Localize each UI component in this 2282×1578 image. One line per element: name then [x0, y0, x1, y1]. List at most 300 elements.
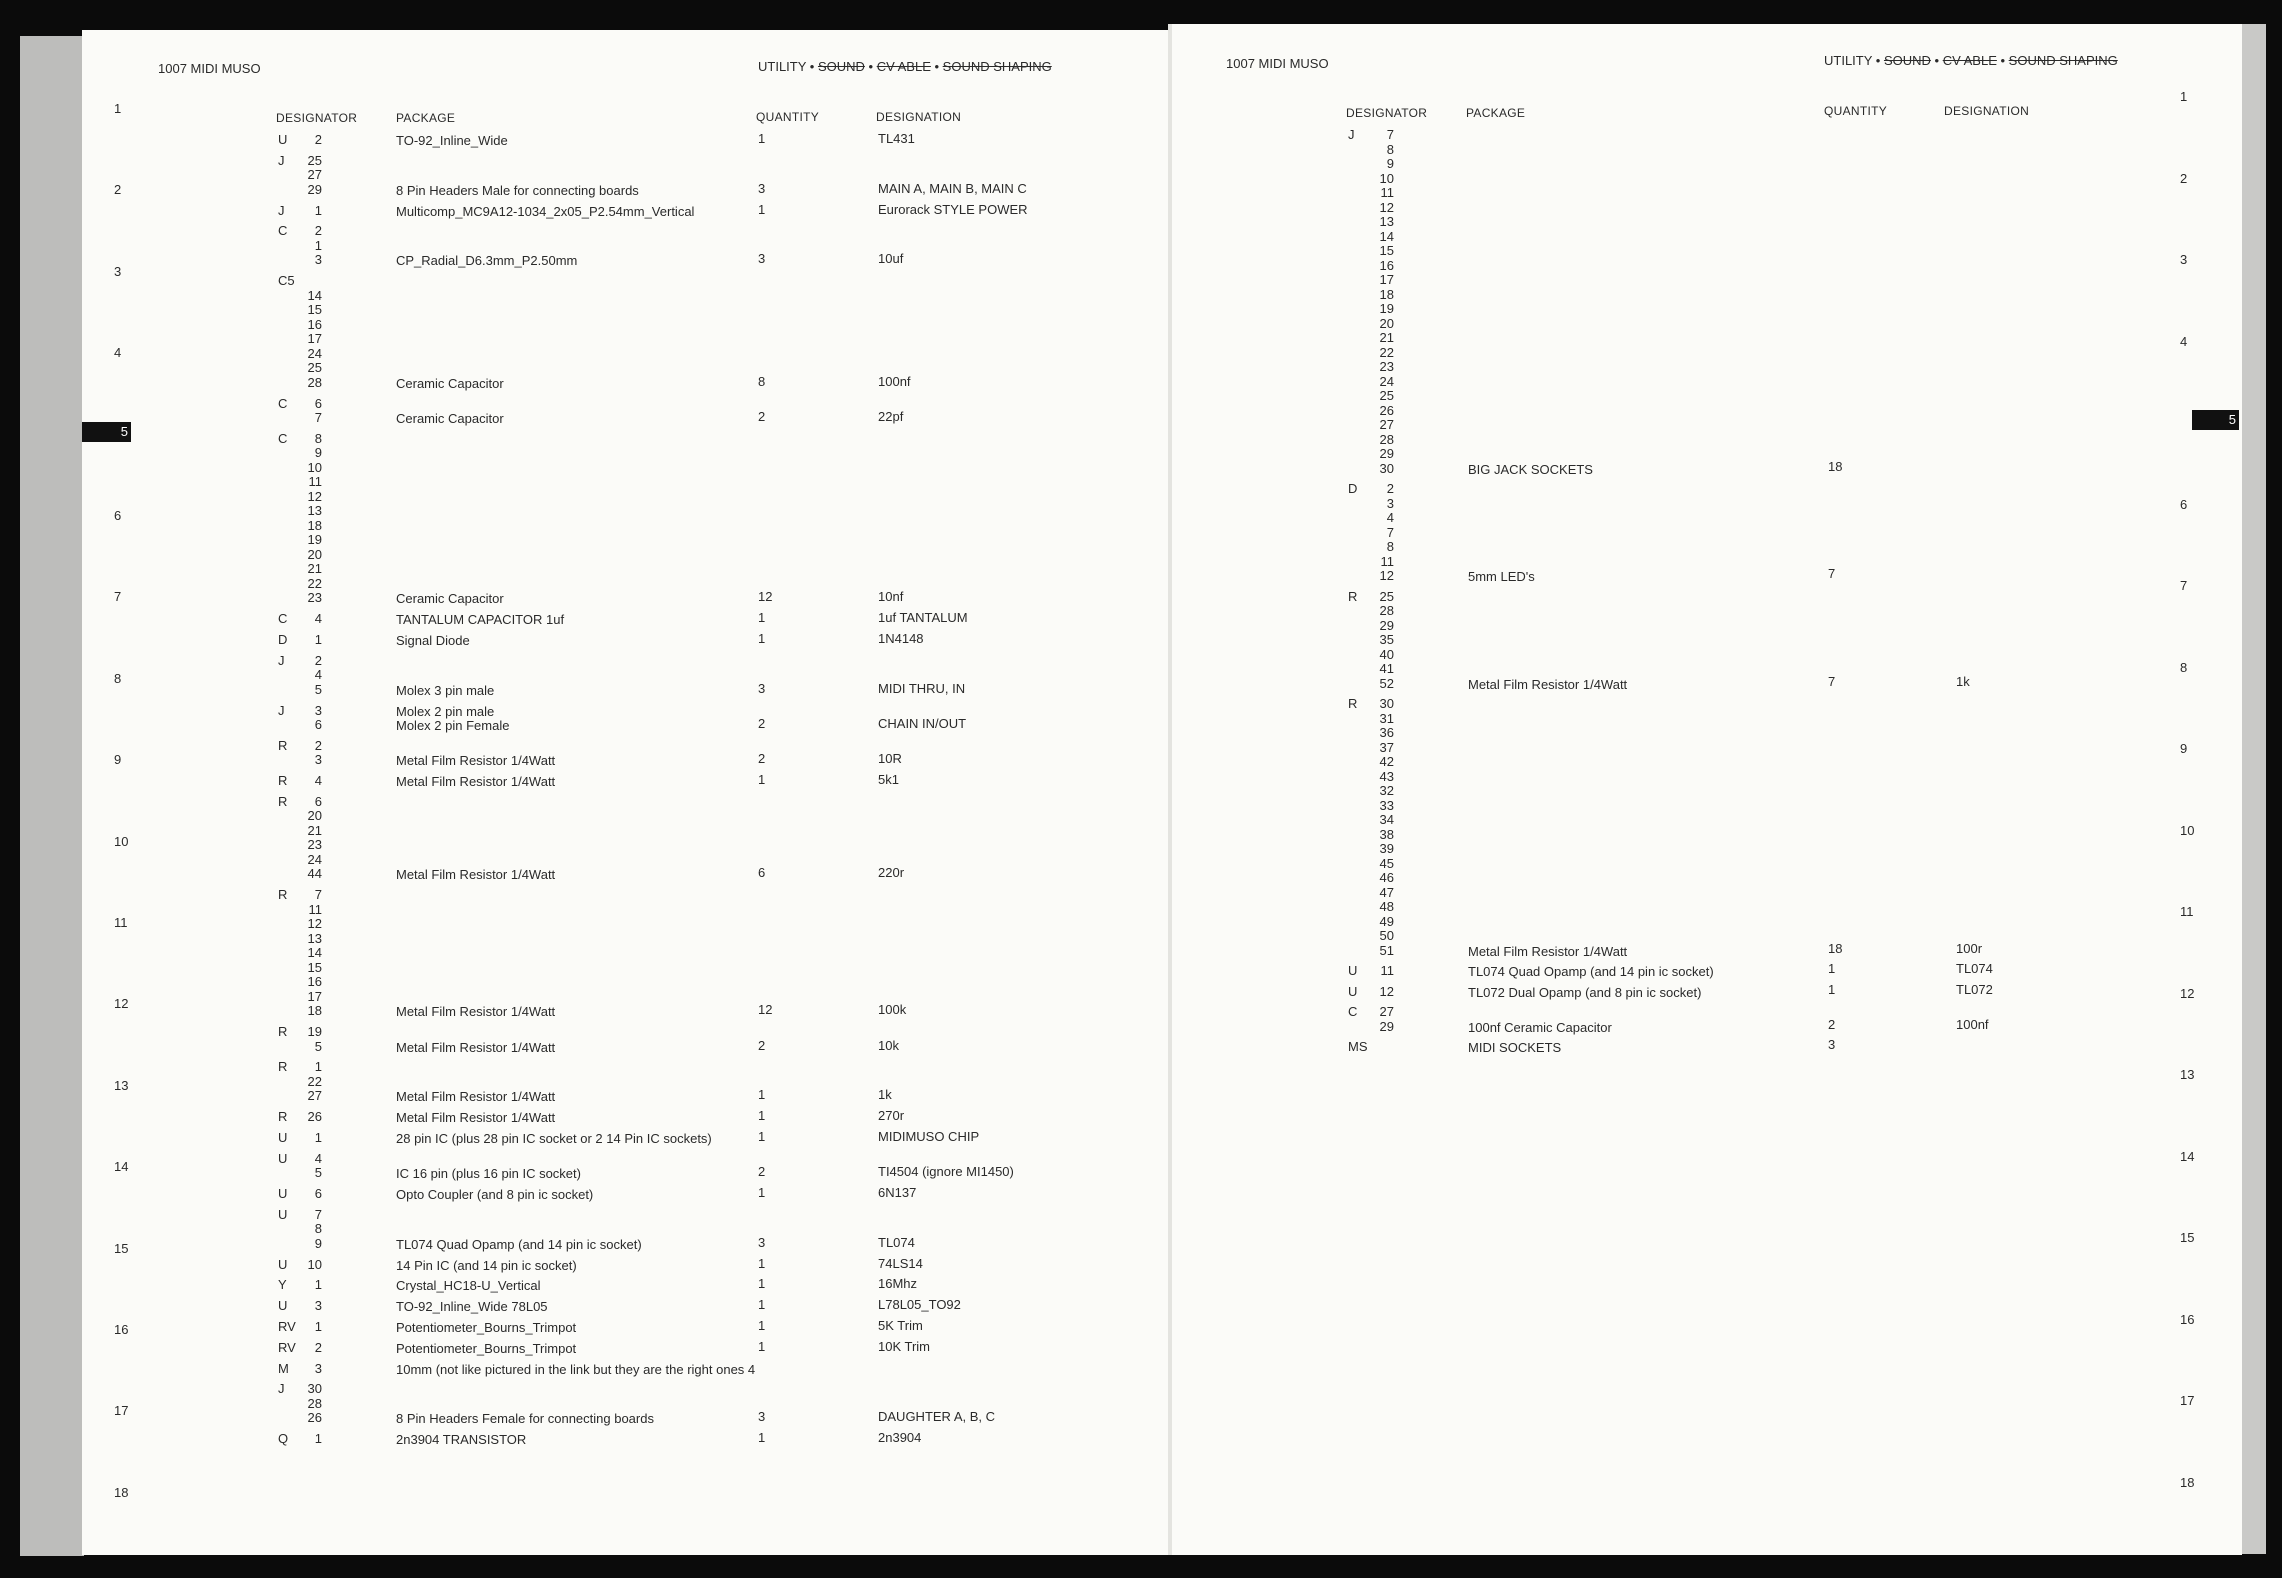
designator-letter: J	[278, 652, 285, 668]
quantity-cell: 1	[758, 1255, 766, 1271]
designator-letter: R	[278, 1109, 288, 1125]
quantity-cell: 1	[758, 1297, 766, 1313]
designator-number: 1	[314, 1431, 322, 1447]
designator-number: 11	[308, 474, 322, 490]
designator-number: 12	[1379, 568, 1394, 583]
designator-number: 7	[314, 1206, 322, 1222]
designation-cell: 1N4148	[878, 630, 924, 646]
margin-number: 4	[2180, 333, 2188, 349]
package-cell: 14 Pin IC (and 14 pin ic socket)	[396, 1257, 577, 1273]
quantity-cell: 1	[758, 1430, 766, 1446]
designator-number: 18	[307, 517, 322, 533]
designator-number: 31	[1379, 710, 1394, 726]
designator-number: 23	[307, 837, 322, 853]
designator-number: 12	[1379, 983, 1394, 999]
designator-number: 7	[314, 887, 322, 903]
designator-number: 39	[1379, 841, 1394, 856]
designation-cell: 2n3904	[878, 1430, 922, 1446]
designator-number: 46	[1379, 870, 1394, 885]
designator-number: 51	[1379, 942, 1394, 958]
package-cell: BIG JACK SOCKETS	[1468, 461, 1593, 477]
designator-letter: R	[278, 887, 288, 903]
col-quantity: QUANTITY	[1824, 104, 1888, 118]
designator-letter: U	[278, 1129, 288, 1145]
designation-cell: 270r	[878, 1108, 905, 1124]
quantity-cell: 2	[758, 1164, 766, 1180]
designator-number: 2	[1386, 481, 1394, 496]
designator-number: 36	[1379, 725, 1394, 740]
page-title: 1007 MIDI MUSO	[1226, 56, 1329, 71]
designator-number: 26	[1379, 402, 1394, 418]
category-separator: •	[930, 59, 943, 74]
designator-number: 28	[1379, 431, 1394, 447]
designator-number: 15	[1379, 243, 1394, 258]
designator-number: 30	[1379, 696, 1394, 711]
designator-letter: R	[278, 1059, 288, 1075]
category-separator: •	[1930, 53, 1943, 68]
designator-number: 15	[307, 302, 322, 318]
designator-number: 4	[314, 773, 322, 789]
package-cell: Ceramic Capacitor	[396, 591, 504, 607]
designation-cell: 22pf	[878, 409, 904, 424]
quantity-cell: 1	[758, 1318, 766, 1333]
designator-number: 20	[1379, 315, 1394, 331]
designator-number: 12	[307, 488, 322, 504]
designation-cell: 10R	[878, 751, 902, 767]
package-cell: Metal Film Resistor 1/4Watt	[396, 1039, 556, 1055]
designator-number: 34	[1379, 812, 1394, 827]
quantity-cell: 3	[758, 180, 766, 196]
designator-number: 25	[1379, 388, 1394, 403]
designator-number: 38	[1379, 826, 1394, 842]
designator-number: 4	[314, 667, 322, 683]
designator-number: 2	[314, 223, 322, 239]
designation-cell: 10k	[878, 1037, 899, 1053]
designator-letter: C	[1348, 1004, 1358, 1019]
designator-number: 14	[307, 945, 322, 961]
designator-number: 25	[307, 360, 322, 376]
designation-cell: L78L05_TO92	[878, 1297, 961, 1313]
designator-number: 27	[307, 167, 322, 183]
margin-number: 13	[114, 1077, 129, 1093]
designator-number: 28	[307, 1395, 322, 1411]
designator-number: 21	[307, 822, 322, 838]
designator-letter: J	[278, 152, 285, 168]
quantity-cell: 1	[758, 610, 766, 626]
designation-cell: 220r	[878, 865, 905, 881]
designator-number: 8	[314, 430, 322, 446]
category-line	[758, 60, 1052, 74]
designator-letter: R	[278, 1024, 288, 1039]
quantity-cell: 1	[758, 201, 766, 217]
designator-letter: C	[278, 223, 288, 239]
designation-cell: 1k	[1956, 673, 1970, 689]
designator-number: 3	[314, 702, 322, 718]
designator-number: 17	[307, 988, 322, 1004]
margin-number: 2	[114, 182, 122, 198]
designator-number: 3	[314, 752, 322, 768]
designator-number: 19	[1379, 301, 1394, 316]
designator-number: 2	[314, 737, 322, 753]
designator-number: 10	[1379, 170, 1394, 186]
designator-letter: C	[278, 395, 288, 411]
designator-number: 29	[1379, 617, 1394, 633]
designator-number: 1	[314, 237, 322, 253]
margin-number-active: 5	[2192, 410, 2239, 430]
quantity-cell: 3	[758, 1409, 766, 1425]
col-package: PACKAGE	[396, 111, 456, 125]
quantity-cell: 18	[1828, 458, 1843, 474]
designation-cell: 100k	[878, 1002, 907, 1018]
designator-number: 30	[307, 1381, 322, 1397]
designator-number: 29	[307, 181, 322, 197]
col-designator: DESIGNATOR	[276, 111, 358, 125]
designation-cell: CHAIN IN/OUT	[878, 716, 967, 731]
designator-number: 11	[308, 901, 322, 917]
quantity-cell: 1	[758, 1276, 766, 1292]
designator-number: 21	[307, 561, 322, 577]
designator-number: 49	[1379, 913, 1394, 929]
designator-number: 50	[1379, 928, 1394, 943]
designator-number: 28	[307, 374, 322, 390]
designator-number: 12	[1379, 199, 1394, 215]
designator-letter: C	[278, 430, 288, 446]
category-separator: •	[1872, 53, 1884, 68]
designator-letter: U	[278, 1186, 288, 1201]
designator-number: 26	[307, 1109, 322, 1125]
package-cell: Crystal_HC18-U_Vertical	[396, 1278, 541, 1294]
designator-number: 16	[307, 316, 322, 332]
designator-number: 37	[1379, 739, 1394, 755]
designator-number: 19	[307, 532, 322, 548]
package-cell: TL074 Quad Opamp (and 14 pin ic socket)	[1468, 964, 1714, 979]
margin-number: 14	[2180, 1148, 2195, 1164]
designator-number: 44	[307, 866, 322, 882]
designator-number: 5	[314, 1038, 322, 1054]
designation-cell: 100nf	[1956, 1016, 1989, 1032]
quantity-cell: 7	[1828, 673, 1836, 689]
designator-number: 35	[1379, 632, 1394, 647]
designator-number: 22	[1379, 344, 1394, 360]
margin-number: 6	[2180, 496, 2188, 512]
designator-number: 9	[1386, 156, 1394, 171]
designator-number: 23	[1379, 359, 1394, 374]
designator-number: 24	[1379, 373, 1394, 389]
margin-number-active: 5	[82, 422, 131, 442]
designator-number: 20	[307, 546, 322, 562]
category-separator: •	[1996, 53, 2009, 68]
designator-number: 2	[314, 1339, 322, 1355]
package-cell: Metal Film Resistor 1/4Watt	[396, 1004, 556, 1020]
designator-number: 7	[1386, 127, 1394, 142]
package-cell: Potentiometer_Bourns_Trimpot	[396, 1320, 577, 1335]
designator-number: 11	[1380, 185, 1394, 200]
package-cell: IC 16 pin (plus 16 pin IC socket)	[396, 1166, 581, 1182]
designator-letter: J	[278, 202, 285, 218]
package-cell: 8 Pin Headers Female for connecting boards	[396, 1411, 654, 1427]
package-cell: TO-92_Inline_Wide 78L05	[396, 1299, 548, 1315]
package-cell: Signal Diode	[396, 632, 470, 648]
margin-number: 14	[114, 1159, 129, 1175]
category-label: UTILITY	[758, 59, 807, 74]
package-cell: Metal Film Resistor 1/4Watt	[1468, 676, 1628, 692]
designator-number: 26	[307, 1410, 322, 1426]
quantity-cell: 1	[1828, 981, 1836, 997]
designator-letter: D	[278, 631, 288, 647]
category-label: SOUND	[1883, 53, 1931, 68]
designator-letter: C5	[278, 273, 295, 289]
designator-number: 1	[314, 202, 322, 218]
quantity-cell: 7	[1828, 566, 1836, 581]
category-separator: •	[864, 59, 877, 74]
designator-number: 24	[307, 345, 322, 361]
designation-cell: 100r	[1956, 940, 1983, 956]
designator-letter: R	[1348, 696, 1358, 711]
designator-number: 16	[307, 974, 322, 990]
package-cell: Ceramic Capacitor	[396, 411, 504, 426]
margin-number: 15	[114, 1240, 129, 1256]
designator-number: 20	[307, 808, 322, 824]
designator-letter: D	[1348, 481, 1358, 496]
designator-number: 33	[1379, 797, 1394, 813]
quantity-cell: 6	[758, 865, 766, 881]
designation-cell: 10K Trim	[878, 1338, 931, 1354]
designator-number: 47	[1379, 884, 1394, 900]
designator-number: 2	[314, 132, 322, 147]
designation-cell: 1uf TANTALUM	[878, 610, 968, 626]
designator-number: 29	[1379, 1018, 1394, 1034]
designator-number: 41	[1379, 661, 1394, 676]
quantity-cell: 1	[758, 1338, 766, 1354]
designator-number: 43	[1379, 768, 1394, 784]
category-separator: •	[806, 59, 818, 74]
package-cell: 2n3904 TRANSISTOR	[396, 1432, 527, 1448]
margin-number: 11	[2180, 904, 2194, 919]
designation-cell: TL072	[1956, 981, 1993, 997]
package-cell: 100nf Ceramic Capacitor	[1468, 1019, 1612, 1035]
designator-number: 1	[314, 1129, 322, 1145]
quantity-cell: 1	[758, 1108, 766, 1124]
designator-number: 2	[314, 652, 322, 668]
designation-cell: TL074	[1956, 961, 1993, 976]
package-cell: TANTALUM CAPACITOR 1uf	[396, 612, 565, 628]
designator-number: 14	[307, 287, 322, 303]
designator-number: 10	[307, 1256, 322, 1272]
designator-number: 7	[1386, 524, 1394, 540]
designator-number: 4	[314, 611, 322, 627]
designator-number: 13	[1379, 214, 1394, 229]
package-cell: 28 pin IC (plus 28 pin IC socket or 2 14 Pin IC sockets)	[396, 1130, 712, 1146]
designator-letter: R	[1348, 588, 1358, 604]
col-designation: DESIGNATION	[1944, 104, 2030, 118]
designation-cell: TI4504 (ignore MI1450)	[878, 1164, 1014, 1180]
designator-number: 1	[314, 1319, 322, 1334]
margin-number: 10	[2180, 822, 2195, 838]
designator-letter: Y	[278, 1277, 287, 1293]
designator-number: 19	[307, 1024, 322, 1039]
designator-number: 7	[314, 410, 322, 425]
package-cell: Metal Film Resistor 1/4Watt	[396, 753, 556, 769]
package-cell: Metal Film Resistor 1/4Watt	[396, 774, 556, 790]
col-package: PACKAGE	[1466, 106, 1526, 120]
quantity-cell: 3	[758, 251, 766, 267]
package-cell: Ceramic Capacitor	[396, 375, 504, 391]
designator-number: 22	[307, 1073, 322, 1089]
margin-number: 1	[2180, 89, 2188, 104]
quantity-cell: 1	[758, 630, 766, 646]
category-label: SOUND	[817, 59, 865, 74]
designator-number: 4	[1386, 510, 1394, 525]
designator-number: 30	[1379, 460, 1394, 476]
quantity-cell: 12	[758, 589, 773, 605]
quantity-cell: 1	[1828, 961, 1836, 976]
designation-cell: 100nf	[878, 373, 911, 389]
left-page-edge	[20, 36, 84, 1556]
margin-number: 16	[2180, 1311, 2195, 1327]
designator-number: 1	[314, 631, 322, 647]
designator-number: 8	[314, 1221, 322, 1237]
designator-number: 16	[1379, 257, 1394, 273]
margin-number: 7	[2180, 578, 2188, 593]
designation-cell: 5k1	[878, 772, 899, 788]
designation-cell: 74LS14	[878, 1255, 923, 1271]
designator-number: 22	[307, 575, 322, 591]
package-cell: Opto Coupler (and 8 pin ic socket)	[396, 1187, 594, 1202]
designator-number: 14	[1379, 228, 1394, 244]
designation-cell: TL431	[878, 131, 915, 146]
designation-cell: 6N137	[878, 1185, 917, 1200]
right-page	[1172, 24, 2242, 1555]
designator-number: 3	[314, 1360, 322, 1376]
designation-cell: 1k	[878, 1087, 892, 1103]
designator-letter: C	[278, 611, 288, 627]
margin-number: 8	[114, 670, 122, 686]
designation-cell: Eurorack STYLE POWER	[878, 201, 1028, 217]
designation-cell: 16Mhz	[878, 1276, 918, 1292]
designator-number: 42	[1379, 754, 1394, 769]
designator-letter: Q	[278, 1431, 289, 1447]
designator-number: 8	[1386, 141, 1394, 157]
margin-number: 16	[114, 1322, 129, 1337]
package-cell: Multicomp_MC9A12-1034_2x05_P2.54mm_Vertical	[396, 203, 695, 219]
designator-letter: U	[278, 1150, 288, 1166]
designator-letter: R	[278, 773, 288, 789]
designator-number: 1	[314, 1059, 322, 1075]
category-label: CV ABLE	[876, 59, 931, 74]
designator-number: 21	[1379, 330, 1394, 345]
right-page-edge	[2240, 24, 2266, 1554]
designator-letter: RV	[278, 1339, 296, 1355]
designator-number: 13	[307, 503, 322, 519]
quantity-cell: 2	[758, 1037, 766, 1053]
margin-number: 12	[2180, 985, 2195, 1001]
margin-number: 4	[114, 345, 122, 361]
quantity-cell: 12	[758, 1002, 773, 1018]
designator-letter: U	[278, 1206, 288, 1222]
designator-letter: U	[1348, 983, 1358, 999]
designator-number: 6	[314, 395, 322, 411]
designator-number: 25	[1379, 588, 1394, 604]
quantity-cell: 2	[1828, 1016, 1836, 1032]
package-cell: TL072 Dual Opamp (and 8 pin ic socket)	[1468, 984, 1702, 1000]
designator-letter: R	[278, 737, 288, 753]
margin-number: 13	[2180, 1067, 2195, 1082]
package-cell: 10mm (not like pictured in the link but they are the right ones 4	[396, 1361, 756, 1377]
designator-number: 40	[1379, 646, 1394, 662]
package-cell: 5mm LED's	[1468, 569, 1535, 584]
quantity-cell: 1	[758, 1185, 766, 1200]
quantity-cell: 1	[758, 1128, 766, 1144]
margin-number: 12	[114, 996, 129, 1012]
designator-number: 9	[314, 445, 322, 461]
designation-cell: TL074	[878, 1234, 915, 1250]
designator-number: 29	[1379, 446, 1394, 461]
designation-cell: MIDIMUSO CHIP	[878, 1128, 980, 1144]
designator-letter: J	[278, 1381, 285, 1397]
margin-number: 2	[2180, 170, 2188, 186]
designator-letter: U	[278, 1256, 288, 1272]
designator-number: 15	[307, 959, 322, 975]
designator-letter: MS	[1348, 1039, 1368, 1054]
designator-number: 11	[1380, 963, 1394, 978]
quantity-cell: 2	[758, 716, 766, 731]
designator-number: 4	[314, 1150, 322, 1166]
margin-number: 6	[114, 508, 122, 523]
package-cell: Molex 3 pin male	[396, 682, 495, 698]
designator-number: 27	[307, 1088, 322, 1104]
quantity-cell: 2	[758, 751, 766, 767]
designator-number: 48	[1379, 899, 1394, 914]
quantity-cell: 3	[758, 1234, 766, 1250]
designator-letter: U	[278, 1298, 288, 1314]
designator-number: 18	[1379, 286, 1394, 302]
package-cell: Potentiometer_Bourns_Trimpot	[396, 1340, 577, 1356]
package-cell: TO-92_Inline_Wide	[396, 133, 508, 148]
designator-letter: M	[278, 1360, 289, 1376]
designation-cell: MAIN A, MAIN B, MAIN C	[878, 180, 1027, 196]
quantity-cell: 3	[1828, 1037, 1836, 1052]
quantity-cell: 1	[758, 772, 766, 788]
designation-cell: DAUGHTER A, B, C	[878, 1409, 996, 1425]
designator-number: 8	[1386, 539, 1394, 554]
designation-cell: 10uf	[878, 251, 904, 267]
col-designator: DESIGNATOR	[1346, 106, 1428, 120]
designator-number: 17	[307, 331, 322, 347]
margin-number: 9	[2180, 741, 2188, 756]
package-cell: MIDI SOCKETS	[1468, 1040, 1562, 1055]
category-label: SOUND SHAPING	[2008, 53, 2118, 68]
designator-number: 24	[307, 851, 322, 867]
margin-number: 17	[2180, 1393, 2195, 1408]
designator-number: 25	[307, 152, 322, 168]
margin-number: 7	[114, 589, 122, 605]
designator-number: 11	[1380, 553, 1394, 569]
designator-number: 27	[1379, 1004, 1394, 1019]
package-cell: CP_Radial_D6.3mm_P2.50mm	[396, 253, 578, 269]
margin-number: 8	[2180, 659, 2188, 675]
designator-number: 23	[307, 590, 322, 606]
designator-number: 1	[314, 1277, 322, 1293]
designator-number: 3	[314, 1298, 322, 1314]
designator-number: 17	[1379, 272, 1394, 287]
designator-number: 3	[314, 252, 322, 268]
designation-cell: 5K Trim	[878, 1318, 923, 1333]
margin-number: 11	[114, 915, 128, 930]
designator-number: 45	[1379, 855, 1394, 871]
margin-number: 3	[114, 263, 122, 279]
quantity-cell: 18	[1828, 940, 1843, 956]
designator-number: 13	[307, 930, 322, 946]
